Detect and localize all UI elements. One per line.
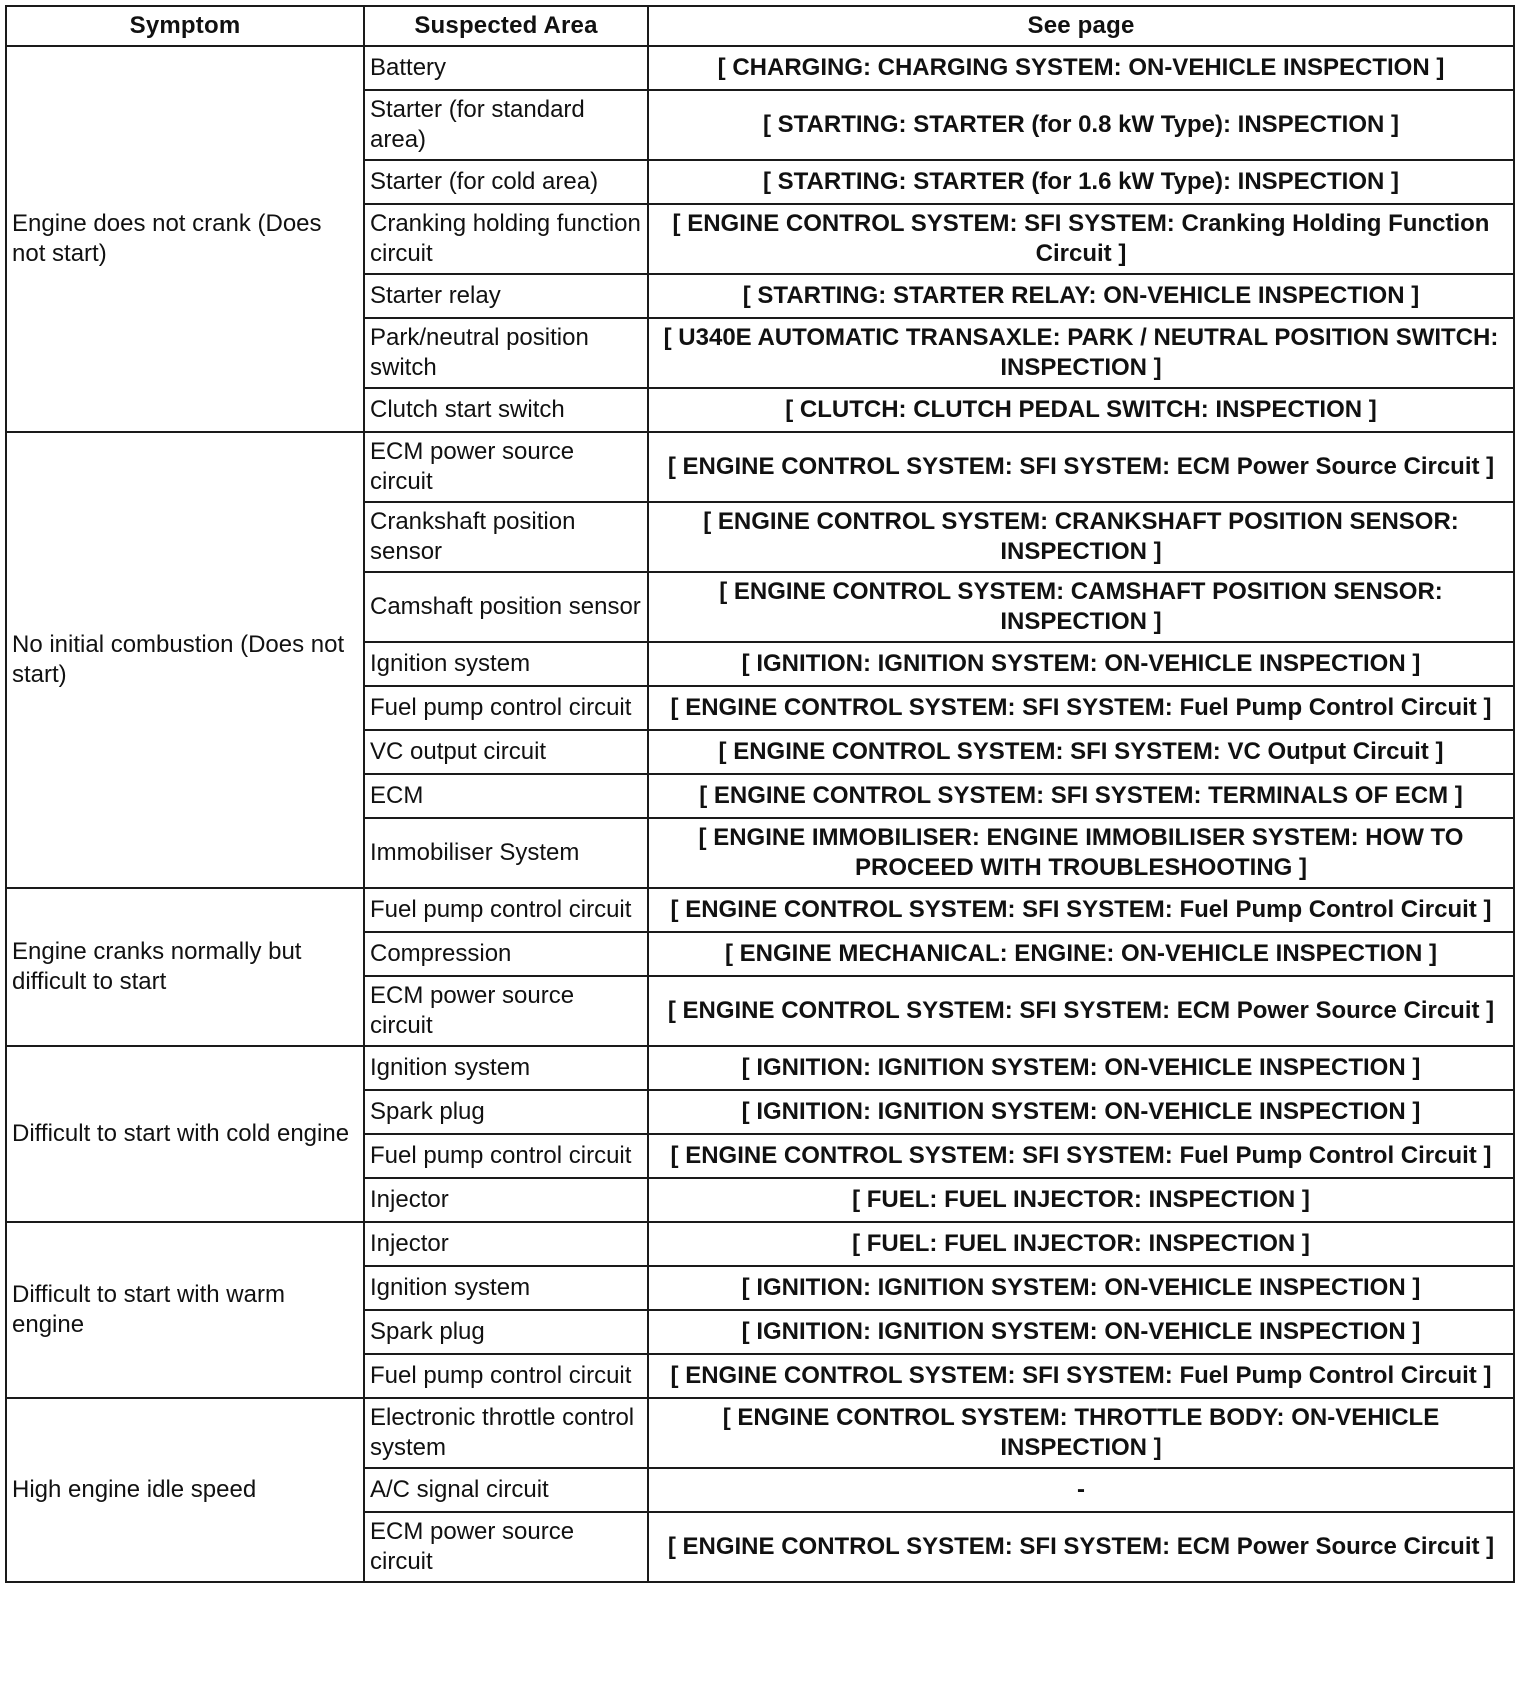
suspected-area-cell: ECM: [364, 774, 648, 818]
header-suspected-area: Suspected Area: [364, 6, 648, 46]
suspected-area-cell: Spark plug: [364, 1310, 648, 1354]
see-page-cell: [ ENGINE CONTROL SYSTEM: SFI SYSTEM: VC Output Circuit ]: [648, 730, 1514, 774]
suspected-area-cell: Starter (for standard area): [364, 90, 648, 160]
suspected-area-cell: Electronic throttle control system: [364, 1398, 648, 1468]
see-page-cell: [ U340E AUTOMATIC TRANSAXLE: PARK / NEUTRAL POSITION SWITCH: INSPECTION ]: [648, 318, 1514, 388]
suspected-area-cell: Starter (for cold area): [364, 160, 648, 204]
table-row: [6, 46, 1514, 90]
header-see-page: See page: [648, 6, 1514, 46]
suspected-area-cell: Clutch start switch: [364, 388, 648, 432]
see-page-cell: [ IGNITION: IGNITION SYSTEM: ON-VEHICLE INSPECTION ]: [648, 1266, 1514, 1310]
see-page-cell: [ ENGINE CONTROL SYSTEM: SFI SYSTEM: ECM Power Source Circuit ]: [648, 432, 1514, 502]
see-page-cell: [ ENGINE CONTROL SYSTEM: SFI SYSTEM: Fuel Pump Control Circuit ]: [648, 888, 1514, 932]
table-row: [6, 432, 1514, 502]
symptom-cell: No initial combustion (Does not start): [6, 432, 364, 888]
symptom-cell: Engine cranks normally but difficult to start: [6, 888, 364, 1046]
see-page-cell: [ IGNITION: IGNITION SYSTEM: ON-VEHICLE INSPECTION ]: [648, 642, 1514, 686]
document-page: [5, 5, 1515, 1583]
see-page-cell: [ ENGINE CONTROL SYSTEM: SFI SYSTEM: Fuel Pump Control Circuit ]: [648, 1354, 1514, 1398]
suspected-area-cell: Ignition system: [364, 1266, 648, 1310]
suspected-area-cell: VC output circuit: [364, 730, 648, 774]
symptom-cell: Difficult to start with cold engine: [6, 1046, 364, 1222]
see-page-cell: [ STARTING: STARTER RELAY: ON-VEHICLE INSPECTION ]: [648, 274, 1514, 318]
symptom-table: [5, 5, 1515, 1583]
symptom-cell: Difficult to start with warm engine: [6, 1222, 364, 1398]
see-page-cell: [ STARTING: STARTER (for 0.8 kW Type): INSPECTION ]: [648, 90, 1514, 160]
see-page-cell: [ ENGINE CONTROL SYSTEM: SFI SYSTEM: ECM Power Source Circuit ]: [648, 976, 1514, 1046]
symptom-cell: Engine does not crank (Does not start): [6, 46, 364, 432]
suspected-area-cell: Park/neutral position switch: [364, 318, 648, 388]
suspected-area-cell: ECM power source circuit: [364, 976, 648, 1046]
see-page-cell: [ ENGINE CONTROL SYSTEM: CRANKSHAFT POSITION SENSOR: INSPECTION ]: [648, 502, 1514, 572]
suspected-area-cell: Compression: [364, 932, 648, 976]
suspected-area-cell: Fuel pump control circuit: [364, 1354, 648, 1398]
see-page-cell: [ FUEL: FUEL INJECTOR: INSPECTION ]: [648, 1222, 1514, 1266]
see-page-cell: [ ENGINE MECHANICAL: ENGINE: ON-VEHICLE INSPECTION ]: [648, 932, 1514, 976]
suspected-area-cell: Fuel pump control circuit: [364, 1134, 648, 1178]
see-page-cell: [ ENGINE CONTROL SYSTEM: THROTTLE BODY: ON-VEHICLE INSPECTION ]: [648, 1398, 1514, 1468]
suspected-area-cell: Fuel pump control circuit: [364, 686, 648, 730]
see-page-cell: [ IGNITION: IGNITION SYSTEM: ON-VEHICLE INSPECTION ]: [648, 1046, 1514, 1090]
suspected-area-cell: Camshaft position sensor: [364, 572, 648, 642]
see-page-cell: [ ENGINE CONTROL SYSTEM: SFI SYSTEM: ECM Power Source Circuit ]: [648, 1512, 1514, 1582]
suspected-area-cell: Immobiliser System: [364, 818, 648, 888]
symptom-cell: High engine idle speed: [6, 1398, 364, 1582]
suspected-area-cell: Fuel pump control circuit: [364, 888, 648, 932]
suspected-area-cell: ECM power source circuit: [364, 432, 648, 502]
see-page-cell: [ ENGINE CONTROL SYSTEM: SFI SYSTEM: Fuel Pump Control Circuit ]: [648, 686, 1514, 730]
suspected-area-cell: Ignition system: [364, 642, 648, 686]
see-page-cell: [ CHARGING: CHARGING SYSTEM: ON-VEHICLE INSPECTION ]: [648, 46, 1514, 90]
suspected-area-cell: Injector: [364, 1178, 648, 1222]
see-page-cell: [ ENGINE IMMOBILISER: ENGINE IMMOBILISER SYSTEM: HOW TO PROCEED WITH TROUBLESHOOTING ]: [648, 818, 1514, 888]
see-page-cell: [ ENGINE CONTROL SYSTEM: SFI SYSTEM: TERMINALS OF ECM ]: [648, 774, 1514, 818]
suspected-area-cell: Battery: [364, 46, 648, 90]
see-page-cell: [ IGNITION: IGNITION SYSTEM: ON-VEHICLE INSPECTION ]: [648, 1090, 1514, 1134]
table-row: [6, 1046, 1514, 1090]
see-page-cell: [ CLUTCH: CLUTCH PEDAL SWITCH: INSPECTION ]: [648, 388, 1514, 432]
table-body: [6, 46, 1514, 1582]
see-page-cell: [ IGNITION: IGNITION SYSTEM: ON-VEHICLE INSPECTION ]: [648, 1310, 1514, 1354]
see-page-cell: [ ENGINE CONTROL SYSTEM: CAMSHAFT POSITION SENSOR: INSPECTION ]: [648, 572, 1514, 642]
header-row: [6, 6, 1514, 46]
table-header: [6, 6, 1514, 46]
see-page-cell: [ FUEL: FUEL INJECTOR: INSPECTION ]: [648, 1178, 1514, 1222]
see-page-cell: [ STARTING: STARTER (for 1.6 kW Type): INSPECTION ]: [648, 160, 1514, 204]
suspected-area-cell: Spark plug: [364, 1090, 648, 1134]
see-page-cell: [ ENGINE CONTROL SYSTEM: SFI SYSTEM: Fuel Pump Control Circuit ]: [648, 1134, 1514, 1178]
see-page-cell: [ ENGINE CONTROL SYSTEM: SFI SYSTEM: Cranking Holding Function Circuit ]: [648, 204, 1514, 274]
suspected-area-cell: ECM power source circuit: [364, 1512, 648, 1582]
suspected-area-cell: Crankshaft position sensor: [364, 502, 648, 572]
header-symptom: Symptom: [6, 6, 364, 46]
suspected-area-cell: Starter relay: [364, 274, 648, 318]
suspected-area-cell: Ignition system: [364, 1046, 648, 1090]
table-row: [6, 888, 1514, 932]
table-row: [6, 1222, 1514, 1266]
suspected-area-cell: A/C signal circuit: [364, 1468, 648, 1512]
suspected-area-cell: Cranking holding function circuit: [364, 204, 648, 274]
see-page-cell: -: [648, 1468, 1514, 1512]
table-row: [6, 1398, 1514, 1468]
suspected-area-cell: Injector: [364, 1222, 648, 1266]
